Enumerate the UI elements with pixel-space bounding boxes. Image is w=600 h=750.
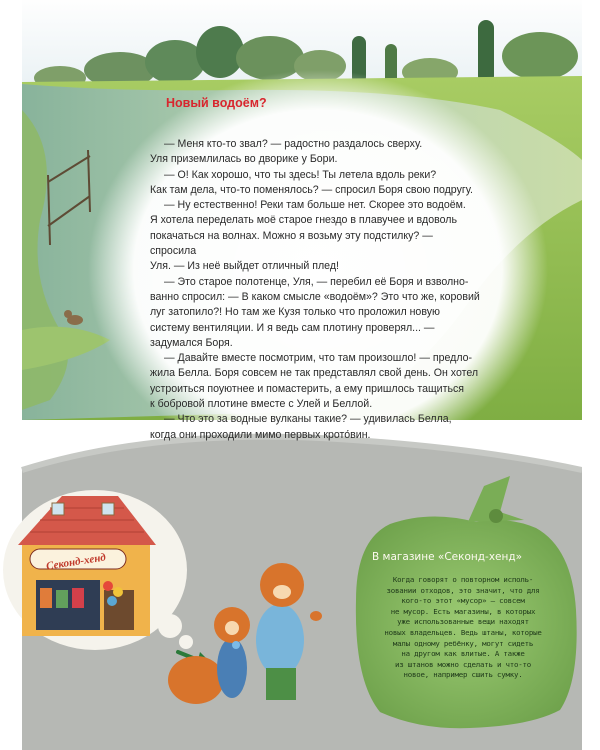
story-line: — Это старое полотенце, Уля, — перебил её Боря и взволно- xyxy=(164,275,469,288)
story-line: ванно спросил: — В каком смысле «водоём»? Это что же, коровий xyxy=(150,290,480,303)
story-line: когда они проходили мимо первых крото́вин. xyxy=(150,428,371,441)
info-line: новое, например сшить сумку. xyxy=(403,670,523,680)
info-line: зовании отходов, это значит, что для xyxy=(386,585,540,595)
story-text xyxy=(150,137,480,443)
info-line: новых владельцев. Ведь штаны, которые xyxy=(384,627,542,637)
story-line: к бобровой плотине вместе с Улей и Беллой. xyxy=(150,398,373,411)
page-title: Новый водоём? xyxy=(166,96,267,110)
story-line: систему вентиляции. И я ведь сам плотину проверял... — xyxy=(150,321,435,334)
story-line: — О! Как хорошо, что ты здесь! Ты летела вдоль реки? xyxy=(164,168,437,181)
info-line: малы одному ребёнку, могут сидеть xyxy=(392,638,534,648)
info-line: уже использованные вещи находят xyxy=(397,617,529,627)
info-line: Когда говорят о повторном исполь- xyxy=(392,575,534,584)
story-line: Уля. — Из неё выйдет отличный плед! xyxy=(150,260,339,273)
shop-sign: Секонд-хенд xyxy=(45,551,107,573)
info-box-text xyxy=(370,575,556,681)
story-line: — Ну естественно! Реки там больше нет. Скорее это водоём. xyxy=(164,199,466,212)
info-line: не мусор. Есть магазины, в которых xyxy=(390,606,536,616)
story-line: Как там дела, что-то поменялось? — спросил Боря свою подругу. xyxy=(150,183,473,196)
story-line: устроиться поуютнее и помастерить, а ему пришлось тащиться xyxy=(150,382,465,395)
info-line: на другом как влитые. А также xyxy=(401,649,525,659)
story-line: задумался Боря. xyxy=(150,336,233,349)
story-line: — Давайте вместе посмотрим, что там произошло! — предло- xyxy=(164,352,473,365)
story-line: Уля приземлилась во дворике у Бори. xyxy=(150,153,338,166)
story-line: жила Белла. Боря совсем не так представлял свой день. Он хотел xyxy=(150,367,479,380)
story-line: покачаться на волнах. Можно я возьму эту подстилку? — спросила xyxy=(150,229,433,258)
info-line: из штанов можно сделать и что-то xyxy=(395,659,531,669)
story-line: Я хотела переделать моё старое гнездо в плавучее и вдоволь xyxy=(150,214,457,227)
story-line: луг затопило?! Но там же Кузя только что проложил новую xyxy=(150,306,440,319)
info-line: кого-то этот «мусор» — совсем xyxy=(401,596,525,606)
info-box-title: В магазине «Секонд-хенд» xyxy=(372,551,523,563)
story-line: — Меня кто-то звал? — радостно раздалось сверху. xyxy=(164,138,423,150)
story-line: — Что это за водные вулканы такие? — удивилась Белла, xyxy=(164,413,452,426)
